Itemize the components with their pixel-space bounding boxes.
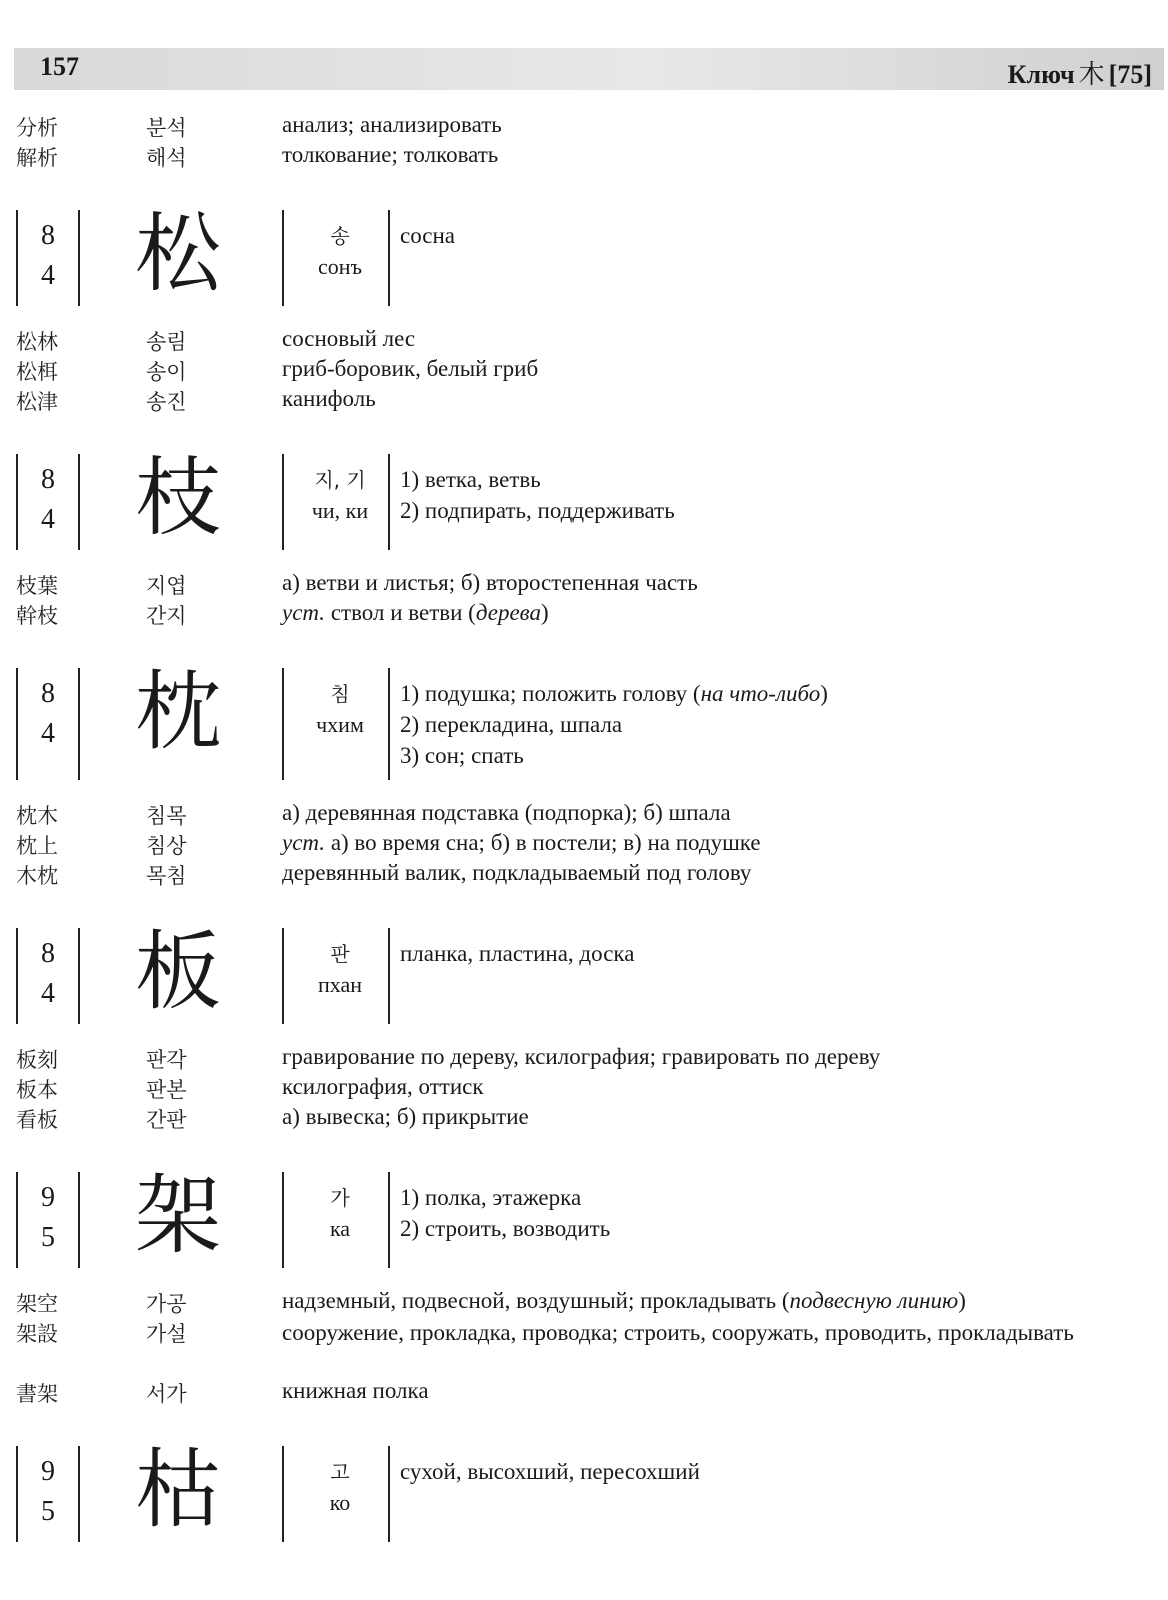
reading-cyrillic: ка [329, 1216, 351, 1241]
word-hangul: 판각 [146, 1048, 187, 1072]
divider [78, 210, 80, 306]
headword-char: 松 [135, 204, 221, 304]
translation-text: ствол и ветви ( [325, 600, 476, 625]
stroke-rest: 4 [41, 260, 55, 291]
word-hanja: 松栮 [16, 360, 58, 384]
reading-cyrillic: ко [329, 1490, 351, 1515]
meaning: планка, пластина, доска [400, 941, 635, 966]
divider [388, 210, 390, 306]
character-entry [0, 662, 1168, 780]
running-header [14, 48, 1164, 90]
divider [78, 668, 80, 780]
meanings [400, 1456, 700, 1487]
character-entry [0, 1166, 1168, 1268]
divider [282, 928, 284, 1024]
headword-char: 架 [135, 1166, 221, 1266]
word-hangul: 침상 [146, 834, 187, 858]
meaning: 1) полка, этажерка [400, 1185, 582, 1210]
divider [388, 668, 390, 780]
word-translation: а) ветви и листья; б) второстепенная часть [282, 570, 698, 595]
divider [282, 210, 284, 306]
word-hanja: 分析 [16, 116, 58, 140]
word-hangul: 가설 [146, 1322, 187, 1346]
running-title [1008, 54, 1152, 91]
word-row [0, 356, 1168, 386]
word-translation: ксилография, оттиск [282, 1074, 484, 1099]
word-translation: гравирование по дереву, ксилография; гравировать по дереву [282, 1044, 881, 1069]
page-number: 157 [40, 52, 79, 81]
meaning: 3) сон; спать [400, 743, 524, 768]
translation-text: а) во время сна; б) в постели; в) на подушке [325, 830, 761, 855]
meaning: 2) перекладина, шпала [400, 712, 623, 737]
word-hanja: 架空 [16, 1292, 58, 1316]
word-translation: а) вывеска; б) прикрытие [282, 1104, 529, 1129]
divider [388, 1446, 390, 1542]
translation-italic: подвесную линию [789, 1288, 959, 1313]
divider [16, 1172, 18, 1268]
meanings [400, 220, 455, 251]
word-row [0, 800, 1168, 830]
word-hanja: 書架 [16, 1382, 58, 1406]
divider [282, 1446, 284, 1542]
divider [16, 1446, 18, 1542]
word-translation: сооружение, прокладка, проводка; строить, сооружать, проводить, прокладывать [282, 1320, 1074, 1345]
meaning-text: 1) подушка; положить голову ( [400, 681, 701, 706]
meanings [400, 678, 828, 771]
word-translation [282, 1288, 966, 1314]
stroke-total: 8 [41, 678, 55, 709]
word-hangul: 가공 [146, 1292, 187, 1316]
word-row [0, 830, 1168, 860]
word-row [0, 112, 1168, 142]
word-hangul: 송이 [146, 360, 187, 384]
word-hangul: 지엽 [146, 574, 187, 598]
meaning-italic: на что-либо [700, 681, 821, 706]
reading-hangul: 송 [330, 224, 350, 248]
word-translation: толкование; толковать [282, 142, 499, 167]
word-row [0, 1104, 1168, 1134]
meaning-suffix: ) [820, 681, 828, 706]
word-hanja: 解析 [16, 146, 58, 170]
stroke-rest: 4 [41, 504, 55, 535]
divider [282, 1172, 284, 1268]
usage-label: уст. [282, 830, 326, 855]
word-hangul: 목침 [146, 864, 187, 888]
word-hanja: 枕上 [16, 834, 58, 858]
word-translation: гриб-боровик, белый гриб [282, 356, 539, 381]
word-hangul: 침목 [146, 804, 187, 828]
word-row [0, 386, 1168, 416]
headword-char: 枝 [135, 448, 221, 548]
divider [16, 928, 18, 1024]
word-hangul: 분석 [146, 116, 187, 140]
word-hanja: 幹枝 [16, 604, 58, 628]
reading-hangul: 지, 기 [314, 468, 366, 492]
meaning: сухой, высохший, пересохший [400, 1459, 700, 1484]
word-hanja: 板本 [16, 1078, 58, 1102]
word-row [0, 326, 1168, 356]
divider [282, 668, 284, 780]
word-hangul: 송진 [146, 390, 187, 414]
reading-hangul: 가 [330, 1186, 350, 1210]
character-entry [0, 1440, 1168, 1542]
divider [78, 1172, 80, 1268]
reading-cyrillic: пхан [317, 972, 363, 997]
translation-suffix: ) [541, 600, 549, 625]
word-translation: анализ; анализировать [282, 112, 502, 137]
translation-italic: дерева [475, 600, 541, 625]
running-title-text: Ключ [1007, 60, 1075, 89]
character-entry [0, 448, 1168, 550]
stroke-rest: 5 [41, 1496, 55, 1527]
meaning: 2) подпирать, поддерживать [400, 498, 675, 523]
word-hangul: 해석 [146, 146, 187, 170]
word-hanja: 松津 [16, 390, 58, 414]
divider [282, 454, 284, 550]
translation-suffix: ) [958, 1288, 966, 1313]
character-entry [0, 922, 1168, 1024]
divider [388, 454, 390, 550]
word-translation [282, 830, 761, 856]
divider [16, 454, 18, 550]
word-row [0, 1074, 1168, 1104]
divider [78, 454, 80, 550]
word-hangul: 간판 [146, 1108, 187, 1132]
stroke-total: 8 [41, 220, 55, 251]
word-translation: деревянный валик, подкладываемый под голову [282, 860, 752, 885]
headword-char: 枕 [135, 662, 221, 762]
divider [388, 928, 390, 1024]
word-hanja: 板刻 [16, 1048, 58, 1072]
word-row [0, 1378, 1168, 1408]
meaning: сосна [400, 223, 456, 248]
divider [78, 1446, 80, 1542]
divider [16, 210, 18, 306]
meanings [400, 938, 634, 969]
word-row [0, 860, 1168, 890]
radical-number: [75] [1108, 60, 1152, 89]
word-translation: книжная полка [282, 1378, 429, 1403]
reading-cyrillic: чхим [316, 712, 364, 737]
character-entry [0, 204, 1168, 306]
word-hangul: 서가 [146, 1382, 187, 1406]
stroke-total: 8 [41, 464, 55, 495]
word-hanja: 枕木 [16, 804, 58, 828]
dictionary-content [0, 112, 1168, 1562]
reading-hangul: 침 [330, 682, 350, 706]
word-hangul: 간지 [146, 604, 187, 628]
word-hanja: 木枕 [16, 864, 58, 888]
radical-char: 木 [1078, 60, 1105, 89]
stroke-total: 9 [41, 1182, 55, 1213]
word-row [0, 1318, 1168, 1378]
reading-hangul: 판 [330, 942, 350, 966]
word-row [0, 600, 1168, 630]
stroke-total: 9 [41, 1456, 55, 1487]
meaning [400, 678, 828, 709]
word-hanja: 架設 [16, 1322, 58, 1346]
meaning: 2) строить, возводить [400, 1216, 611, 1241]
headword-char: 板 [135, 922, 221, 1022]
word-translation: канифоль [282, 386, 376, 411]
word-hanja: 看板 [16, 1108, 58, 1132]
meanings [400, 1182, 610, 1244]
word-hanja: 枝葉 [16, 574, 58, 598]
word-row [0, 570, 1168, 600]
word-hanja: 松林 [16, 330, 58, 354]
divider [78, 928, 80, 1024]
word-translation: а) деревянная подставка (подпорка); б) шпала [282, 800, 731, 825]
translation-text: надземный, подвесной, воздушный; прокладывать ( [282, 1288, 790, 1313]
word-hangul: 판본 [146, 1078, 187, 1102]
divider [388, 1172, 390, 1268]
word-hangul: 송림 [146, 330, 187, 354]
headword-char: 枯 [135, 1440, 221, 1540]
reading-cyrillic: сонъ [318, 254, 362, 279]
meanings [400, 464, 675, 526]
word-row [0, 1044, 1168, 1074]
stroke-rest: 4 [41, 978, 55, 1009]
word-translation [282, 600, 549, 626]
reading-hangul: 고 [330, 1460, 350, 1484]
stroke-rest: 5 [41, 1222, 55, 1253]
reading-cyrillic: чи, ки [311, 498, 369, 523]
stroke-rest: 4 [41, 718, 55, 749]
word-translation: сосновый лес [282, 326, 416, 351]
word-row [0, 1288, 1168, 1318]
stroke-total: 8 [41, 938, 55, 969]
usage-label: уст. [282, 600, 326, 625]
word-row [0, 142, 1168, 172]
divider [16, 668, 18, 780]
meaning: 1) ветка, ветвь [400, 467, 541, 492]
